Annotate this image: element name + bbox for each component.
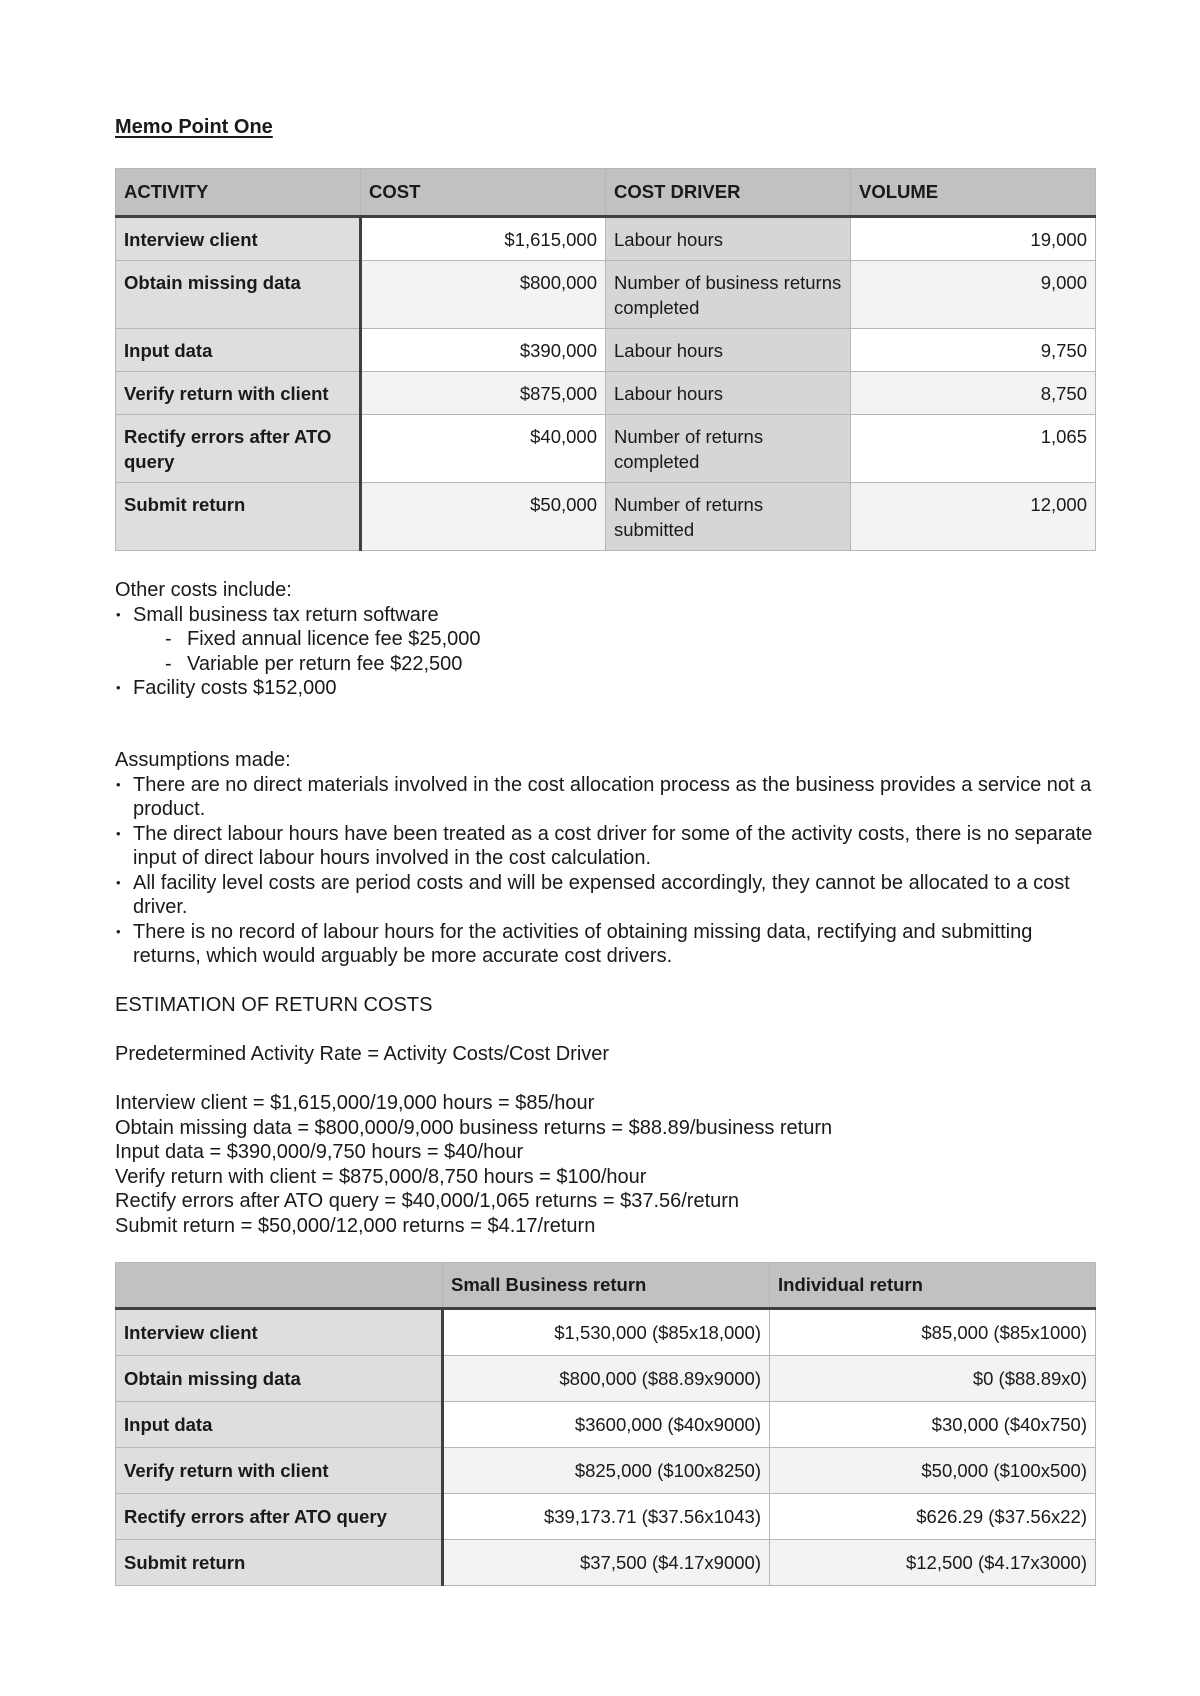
individual-cell: $85,000 ($85x1000)	[770, 1309, 1096, 1356]
cost-cell: $390,000	[361, 329, 606, 372]
cost-cell: $800,000	[361, 261, 606, 329]
table-row	[116, 1494, 1096, 1540]
individual-cell: $0 ($88.89x0)	[770, 1356, 1096, 1402]
activity-cell: Obtain missing data	[116, 1356, 443, 1402]
driver-cell: Labour hours	[606, 329, 851, 372]
small-business-cell: $1,530,000 ($85x18,000)	[443, 1309, 770, 1356]
memo-title: Memo Point One	[115, 116, 273, 138]
small-business-cell: $3600,000 ($40x9000)	[443, 1402, 770, 1448]
table-row	[116, 415, 1096, 483]
activity-cell: Interview client	[116, 1309, 443, 1356]
return-cost-table	[115, 1262, 1096, 1586]
table-row	[116, 1448, 1096, 1494]
cost-cell: $875,000	[361, 372, 606, 415]
column-header-cost: COST	[361, 169, 606, 217]
individual-cell: $50,000 ($100x500)	[770, 1448, 1096, 1494]
activity-cell: Submit return	[116, 1540, 443, 1586]
table-row	[116, 1356, 1096, 1402]
activity-cost-table	[115, 168, 1096, 551]
driver-cell: Number of returns submitted	[606, 483, 851, 551]
cost-cell: $1,615,000	[361, 217, 606, 261]
rate-calculations	[115, 1091, 1105, 1238]
list-item: • Facility costs $152,000	[115, 676, 1105, 701]
activity-cell: Verify return with client	[116, 1448, 443, 1494]
other-costs-section	[115, 578, 1105, 701]
table-row	[116, 217, 1096, 261]
list-item: • There is no record of labour hours for the activities of obtaining missing data, rectifying and submitting returns, which would arguably be more accurate cost drivers.	[115, 920, 1105, 969]
activity-cell: Input data	[116, 329, 361, 372]
table-row	[116, 483, 1096, 551]
small-business-cell: $39,173.71 ($37.56x1043)	[443, 1494, 770, 1540]
table-row	[116, 1402, 1096, 1448]
column-header-small-business: Small Business return	[443, 1263, 770, 1309]
list-item: • There are no direct materials involved in the cost allocation process as the business provides a service not a product.	[115, 773, 1105, 822]
list-item: • Small business tax return software	[115, 603, 1105, 628]
list-item: • All facility level costs are period costs and will be expensed accordingly, they cannot be allocated to a cost driver.	[115, 871, 1105, 920]
table-header-row	[116, 1263, 1096, 1309]
small-business-cell: $800,000 ($88.89x9000)	[443, 1356, 770, 1402]
column-header-cost-driver: COST DRIVER	[606, 169, 851, 217]
individual-cell: $12,500 ($4.17x3000)	[770, 1540, 1096, 1586]
cost-cell: $50,000	[361, 483, 606, 551]
activity-cell: Rectify errors after ATO query	[116, 415, 361, 483]
estimation-heading: ESTIMATION OF RETURN COSTS	[115, 994, 433, 1016]
calc-line: Obtain missing data = $800,000/9,000 business returns = $88.89/business return	[115, 1116, 833, 1139]
driver-cell: Number of business returns completed	[606, 261, 851, 329]
activity-cell: Input data	[116, 1402, 443, 1448]
individual-cell: $626.29 ($37.56x22)	[770, 1494, 1096, 1540]
table-header-row	[116, 169, 1096, 217]
volume-cell: 19,000	[851, 217, 1096, 261]
column-header-blank	[116, 1263, 443, 1309]
list-item: • The direct labour hours have been treated as a cost driver for some of the activity costs, there is no separate input of direct labour hours involved in the cost calculation.	[115, 822, 1105, 871]
table-row	[116, 261, 1096, 329]
activity-cell: Obtain missing data	[116, 261, 361, 329]
calc-line: Submit return = $50,000/12,000 returns = $4.17/return	[115, 1214, 596, 1237]
column-header-activity: ACTIVITY	[116, 169, 361, 217]
activity-cell: Verify return with client	[116, 372, 361, 415]
column-header-volume: VOLUME	[851, 169, 1096, 217]
volume-cell: 8,750	[851, 372, 1096, 415]
sub-list-item: - Fixed annual licence fee $25,000	[115, 627, 1105, 652]
activity-rate-formula: Predetermined Activity Rate = Activity Costs/Cost Driver	[115, 1043, 610, 1065]
cost-cell: $40,000	[361, 415, 606, 483]
table-row	[116, 329, 1096, 372]
sub-list-item: - Variable per return fee $22,500	[115, 652, 1105, 677]
volume-cell: 9,750	[851, 329, 1096, 372]
table-row	[116, 1540, 1096, 1586]
activity-cell: Interview client	[116, 217, 361, 261]
calc-line: Verify return with client = $875,000/8,750 hours = $100/hour	[115, 1165, 647, 1188]
driver-cell: Labour hours	[606, 217, 851, 261]
table-row	[116, 372, 1096, 415]
driver-cell: Labour hours	[606, 372, 851, 415]
driver-cell: Number of returns completed	[606, 415, 851, 483]
calc-line: Rectify errors after ATO query = $40,000/1,065 returns = $37.56/return	[115, 1190, 740, 1212]
small-business-cell: $37,500 ($4.17x9000)	[443, 1540, 770, 1586]
volume-cell: 12,000	[851, 483, 1096, 551]
small-business-cell: $825,000 ($100x8250)	[443, 1448, 770, 1494]
volume-cell: 9,000	[851, 261, 1096, 329]
volume-cell: 1,065	[851, 415, 1096, 483]
assumptions-heading: Assumptions made:	[115, 749, 291, 771]
other-costs-heading: Other costs include:	[115, 579, 292, 601]
activity-cell: Rectify errors after ATO query	[116, 1494, 443, 1540]
table-row	[116, 1309, 1096, 1356]
calc-line: Input data = $390,000/9,750 hours = $40/hour	[115, 1141, 524, 1163]
activity-cell: Submit return	[116, 483, 361, 551]
calc-line: Interview client = $1,615,000/19,000 hours = $85/hour	[115, 1092, 595, 1114]
column-header-individual: Individual return	[770, 1263, 1096, 1309]
individual-cell: $30,000 ($40x750)	[770, 1402, 1096, 1448]
assumptions-section	[115, 748, 1105, 969]
